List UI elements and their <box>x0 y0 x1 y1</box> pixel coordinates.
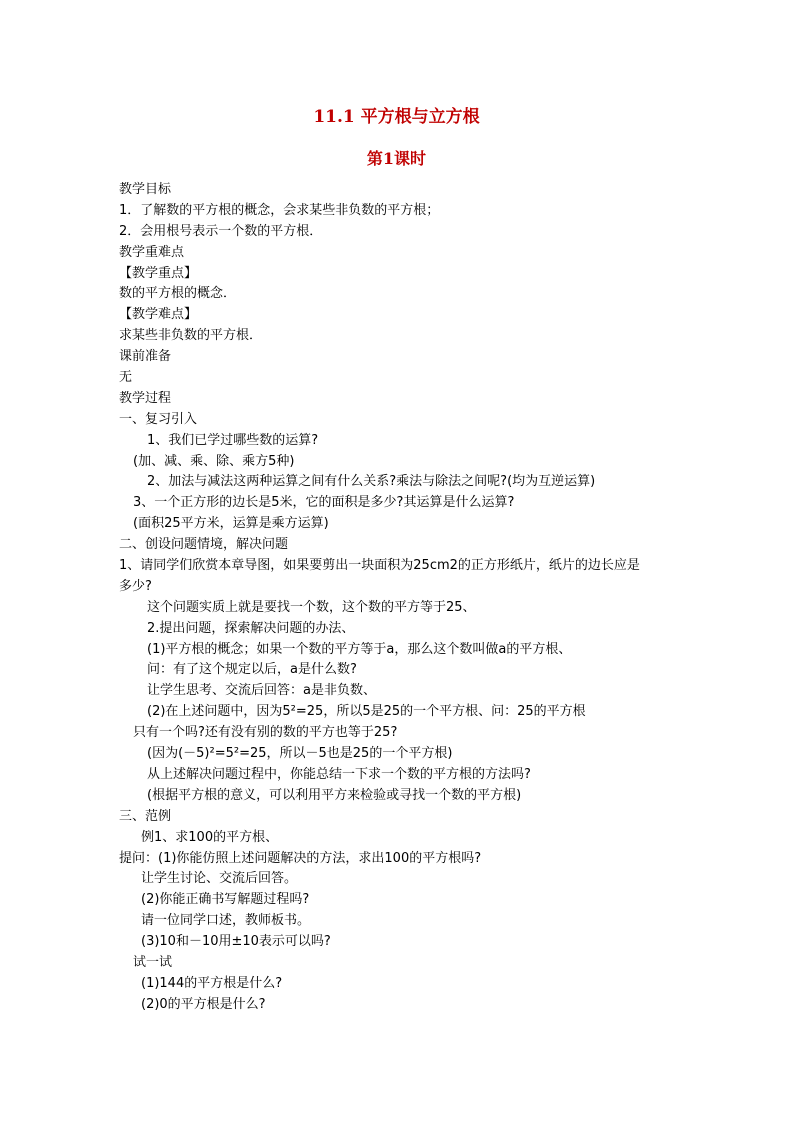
paragraph: 无 <box>119 370 133 386</box>
paragraph: 1、请同学们欣赏本章导图，如果要剪出一块面积为25cm2的正方形纸片，纸片的边长应是 <box>119 558 640 574</box>
paragraph: 2.提出问题，探索解决问题的办法、 <box>147 620 355 636</box>
paragraph: (面积25平方米，运算是乘方运算) <box>133 516 329 532</box>
exercise-item: (1)144的平方根是什么? <box>141 975 283 991</box>
subheading-key-point: 【教学重点】 <box>119 265 198 281</box>
paragraph: (因为(－5)²=5²=25，所以－5也是25的一个平方根) <box>147 746 453 762</box>
paragraph: 只有一个吗?还有没有别的数的平方也等于25? <box>133 725 398 741</box>
paragraph: (1)平方根的概念；如果一个数的平方等于a，那么这个数叫做a的平方根、 <box>147 641 572 657</box>
paragraph: 问：有了这个规定以后，a是什么数? <box>147 662 357 678</box>
objective-item: 1．了解数的平方根的概念，会求某些非负数的平方根； <box>119 202 440 218</box>
objective-item: 2．会用根号表示一个数的平方根． <box>119 223 323 239</box>
paragraph: 提问：(1)你能仿照上述问题解决的方法，求出100的平方根吗? <box>119 850 482 866</box>
paragraph: 3、一个正方形的边长是5米，它的面积是多少?其运算是什么运算? <box>133 495 515 511</box>
subheading-try: 试一试 <box>133 954 173 970</box>
paragraph: 请一位同学口述，教师板书。 <box>141 913 311 929</box>
section-heading-process: 教学过程 <box>119 390 172 406</box>
paragraph: 让学生讨论、交流后回答。 <box>141 871 298 887</box>
paragraph: 数的平方根的概念． <box>119 286 237 302</box>
paragraph: (3)10和－10用±10表示可以吗? <box>141 934 331 950</box>
paragraph: 2、加法与减法这两种运算之间有什么关系?乘法与除法之间呢?(均为互逆运算) <box>147 474 596 490</box>
paragraph: 这个问题实质上就是要找一个数，这个数的平方等于25、 <box>147 599 476 615</box>
paragraph: (2)在上述问题中，因为5²=25，所以5是25的一个平方根、问：25的平方根 <box>147 704 586 720</box>
paragraph: (加、减、乘、除、乘方5种) <box>133 453 295 469</box>
document-body <box>0 180 793 1016</box>
document-title: 11.1 平方根与立方根 <box>313 107 480 127</box>
paragraph: (根据平方根的意义，可以利用平方来检验或寻找一个数的平方根) <box>147 787 522 803</box>
exercise-item: (2)0的平方根是什么? <box>141 996 266 1012</box>
section-heading: 二、创设问题情境，解决问题 <box>119 537 289 553</box>
paragraph: 多少? <box>119 578 152 594</box>
section-heading: 三、范例 <box>119 808 172 824</box>
subheading-difficulty: 【教学难点】 <box>119 307 198 323</box>
paragraph: 1、我们已学过哪些数的运算? <box>147 432 319 448</box>
example-heading: 例1、求100的平方根、 <box>141 829 279 845</box>
paragraph: 求某些非负数的平方根． <box>119 328 263 344</box>
section-heading-key-points: 教学重难点 <box>119 244 185 260</box>
paragraph: (2)你能正确书写解题过程吗? <box>141 892 310 908</box>
section-heading-preparation: 课前准备 <box>119 349 172 365</box>
paragraph: 让学生思考、交流后回答：a是非负数、 <box>147 683 376 699</box>
section-heading-objectives: 教学目标 <box>119 182 172 197</box>
paragraph: 从上述解决问题过程中，你能总结一下求一个数的平方根的方法吗? <box>147 766 531 782</box>
document-subtitle: 第1课时 <box>366 149 427 168</box>
section-heading: 一、复习引入 <box>119 411 198 427</box>
